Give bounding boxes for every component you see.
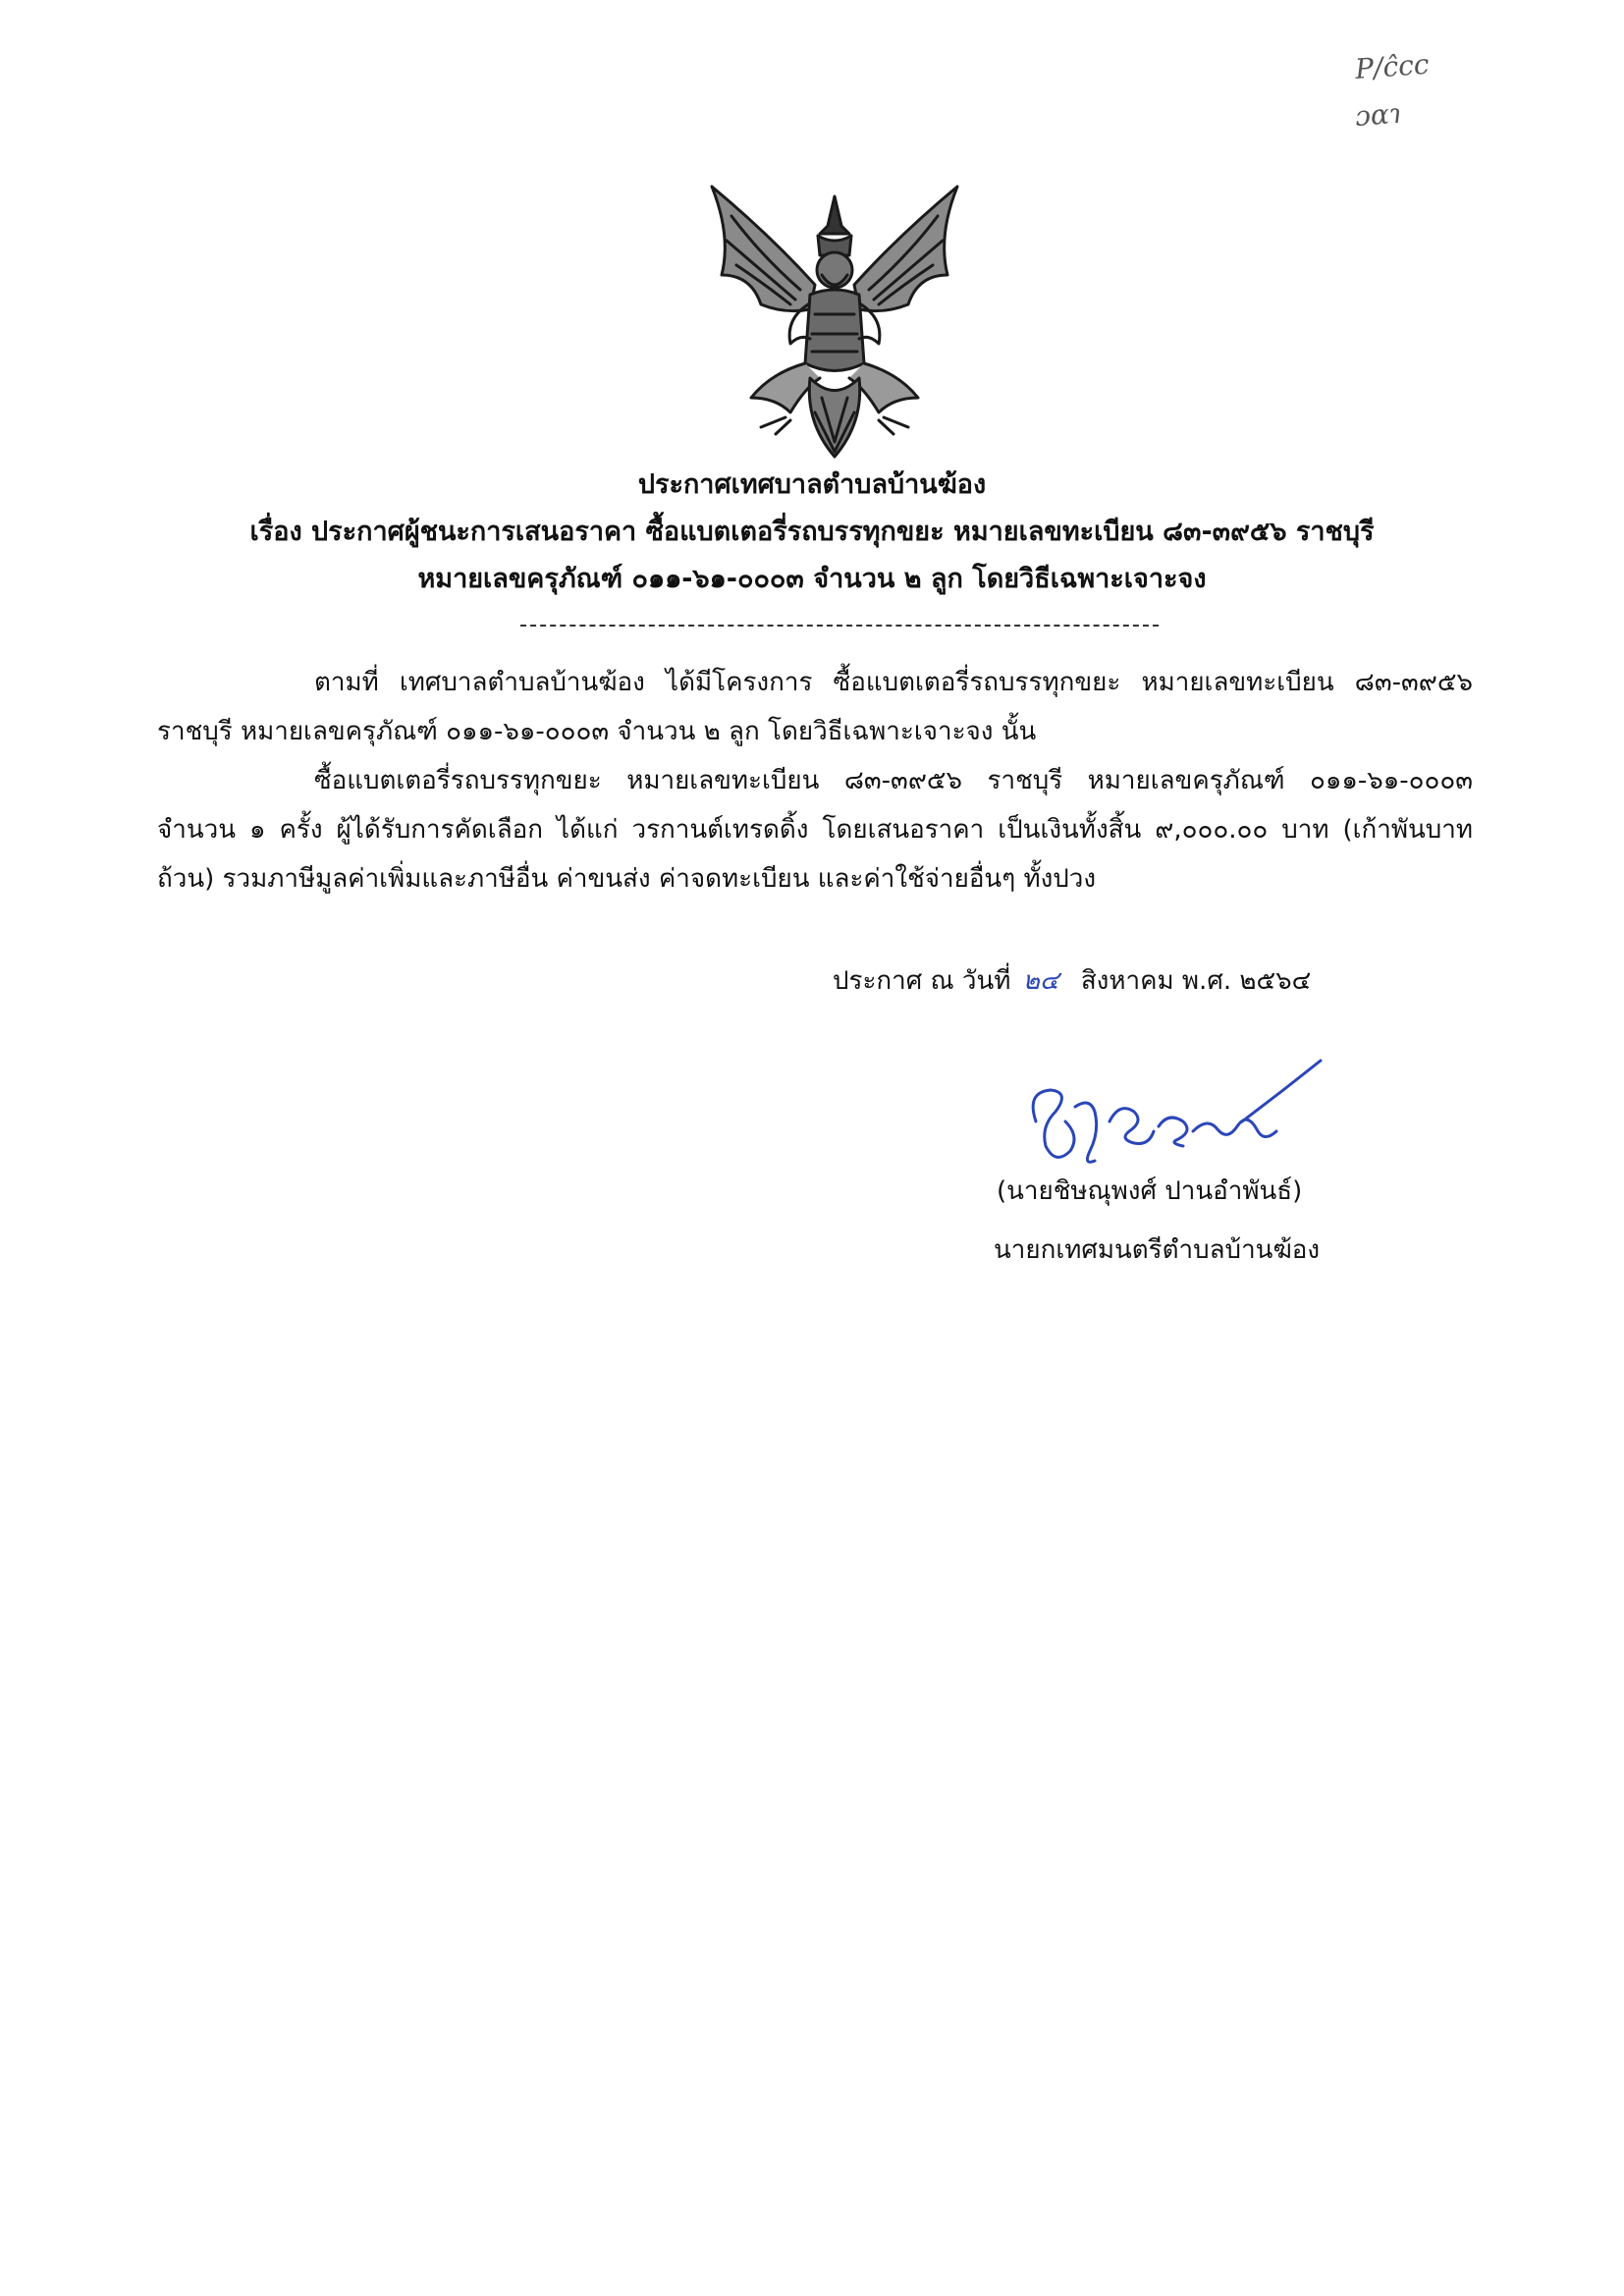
body-paragraph-2: ซื้อแบตเตอรี่รถบรรทุกขยะ หมายเลขทะเบียน ๘๓-๓๙๕๖ ราชบุรี หมายเลขครุภัณฑ์ ๐๑๑-๖๑-๐๐๐๓ จำนวน ๑ ครั้ง ผู้ได้รับการคัดเลือก ได้แก่ วรกานต์เทรดดิ้ง โดยเสนอราคา เป็นเงินทั้งสิ้น ๙,๐๐๐.๐๐ บาท (เก้าพันบาทถ้วน) รวมภาษีมูลค่าเพิ่มและภาษีอื่น ค่าขนส่ง ค่าจดทะเบียน และค่าใช้จ่ายอื่นๆ ทั้งปวง: [157, 766, 1473, 894]
handwritten-day: ๒๔: [1022, 966, 1059, 996]
title-separator: [520, 625, 1159, 627]
document-body: [157, 658, 1473, 903]
corner-note-line2: ɔɑɿ: [1354, 96, 1403, 133]
announcement-prefix: ประกาศ ณ วันที่: [833, 966, 1011, 996]
title-line-1: ประกาศเทศบาลตำบลบ้านฆ้อง: [637, 469, 987, 500]
signer-position: นายกเทศมนตรีตำบลบ้านฆ้อง: [994, 1235, 1321, 1265]
handwritten-corner-note: [1355, 39, 1551, 147]
title-line-3: หมายเลขครุภัณฑ์ ๐๑๑-๖๑-๐๐๐๓ จำนวน ๒ ลูก โดยวิธีเฉพาะเจาะจง: [417, 564, 1207, 594]
announcement-date: [833, 960, 1311, 1001]
handwritten-signature-icon: [997, 1053, 1340, 1190]
title-line-2: เรื่อง ประกาศผู้ชนะการเสนอราคา ซื้อแบตเตอรี่รถบรรทุกขยะ หมายเลขทะเบียน ๘๓-๓๙๕๖ ราชบุรี: [249, 517, 1375, 547]
corner-note-line1: P/ĉcc: [1354, 47, 1431, 85]
document-title: [147, 462, 1477, 603]
garuda-emblem-icon: [692, 177, 977, 462]
body-paragraph-1: ตามที่ เทศบาลตำบลบ้านฆ้อง ได้มีโครงการ ซื้อแบตเตอรี่รถบรรทุกขยะ หมายเลขทะเบียน ๘๓-๓๙๕๖ ราชบุรี หมายเลขครุภัณฑ์ ๐๑๑-๖๑-๐๐๐๓ จำนวน ๒ ลูก โดยวิธีเฉพาะเจาะจง นั้น: [157, 668, 1473, 746]
announcement-month-year: สิงหาคม พ.ศ. ๒๕๖๔: [1080, 966, 1312, 996]
signer-name: (นายชิษณุพงศ์ ปานอำพันธ์): [997, 1176, 1303, 1206]
